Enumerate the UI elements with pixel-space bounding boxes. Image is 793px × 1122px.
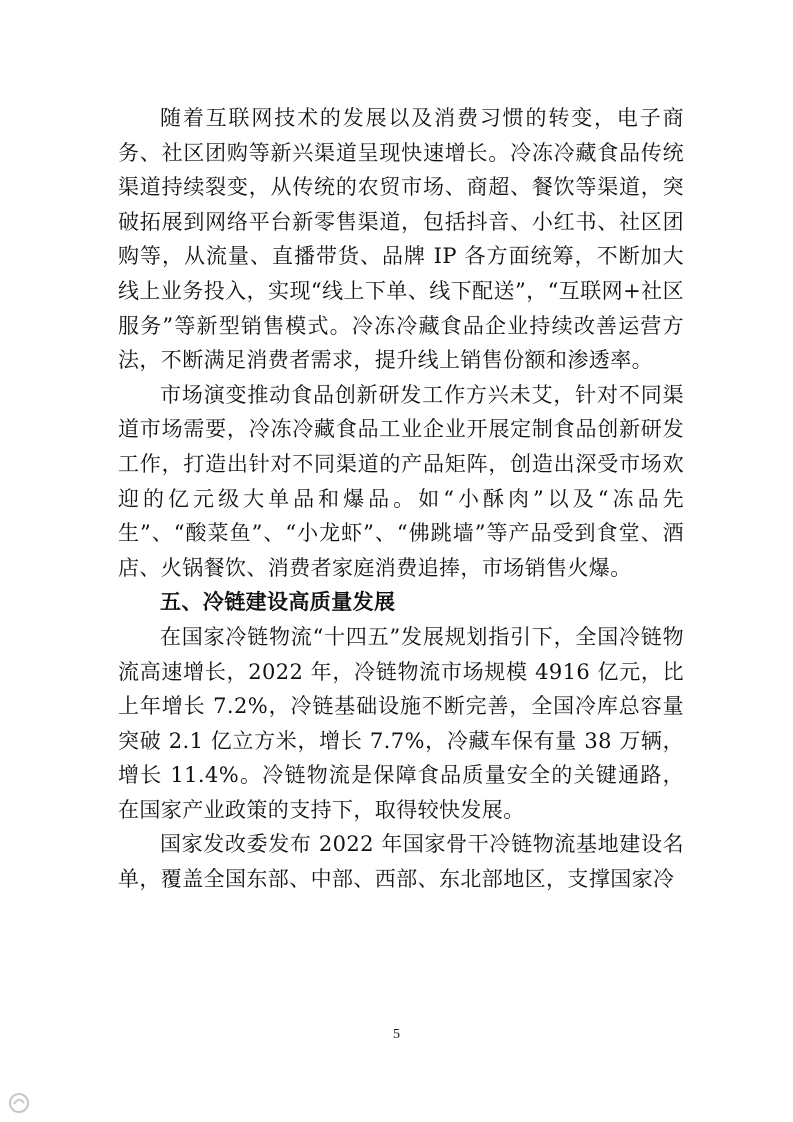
page-number: 5 [393,1027,400,1042]
paragraph-cold-chain-bases: 国家发改委发布 2022 年国家骨干冷链物流基地建设名单，覆盖全国东部、中部、西部、东北部地区，支撑国家冷 [118,832,684,892]
paragraph-product-innovation: 市场演变推动食品创新研发工作方兴未艾，针对不同渠道市场需要，冷冻冷藏食品工业企业开展定制食品创新研发工作，打造出针对不同渠道的产品矩阵，创造出深受市场欢迎的亿元级大单品和爆品。如“小酥肉”以及“冻品先生”、“酸菜鱼”、“小龙虾”、“佛跳墙”等产品受到食堂、酒店、火锅餐饮、消费者家庭消费追捧，市场销售火爆。 [118,382,684,580]
paragraph-online-channels: 随着互联网技术的发展以及消费习惯的转变，电子商务、社区团购等新兴渠道呈现快速增长。冷冻冷藏食品传统渠道持续裂变，从传统的农贸市场、商超、餐饮等渠道，突破拓展到网络平台新零售渠道，包括抖音、小红书、社区团购等，从流量、直播带货、品牌 IP 各方面统筹，不断加大线上业务投入，实现“线上下单、线下配送”，“互联网+社区服务”等新型销售模式。冷冻冷藏食品企业持续改善运营方法，不断满足消费者需求，提升线上销售份额和渗透率。 [118,106,684,373]
watermark [8,1091,30,1115]
paragraph-cold-chain-growth: 在国家冷链物流“十四五”发展规划指引下，全国冷链物流高速增长，2022 年，冷链物流市场规模 4916 亿元，比上年增长 7.2%，冷链基础设施不断完善，全国冷库总容量突破 2.1 亿立方米，增长 7.7%，冷藏车保有量 38 万辆，增长 11.4%。冷链物流是保障食品质量安全的关键通路，在国家产业政策的支持下，取得较快发展。 [118,624,684,822]
section-heading: 五、冷链建设高质量发展 [160,590,396,615]
body-text [118,101,684,897]
logo-swirl-icon [8,1092,30,1114]
